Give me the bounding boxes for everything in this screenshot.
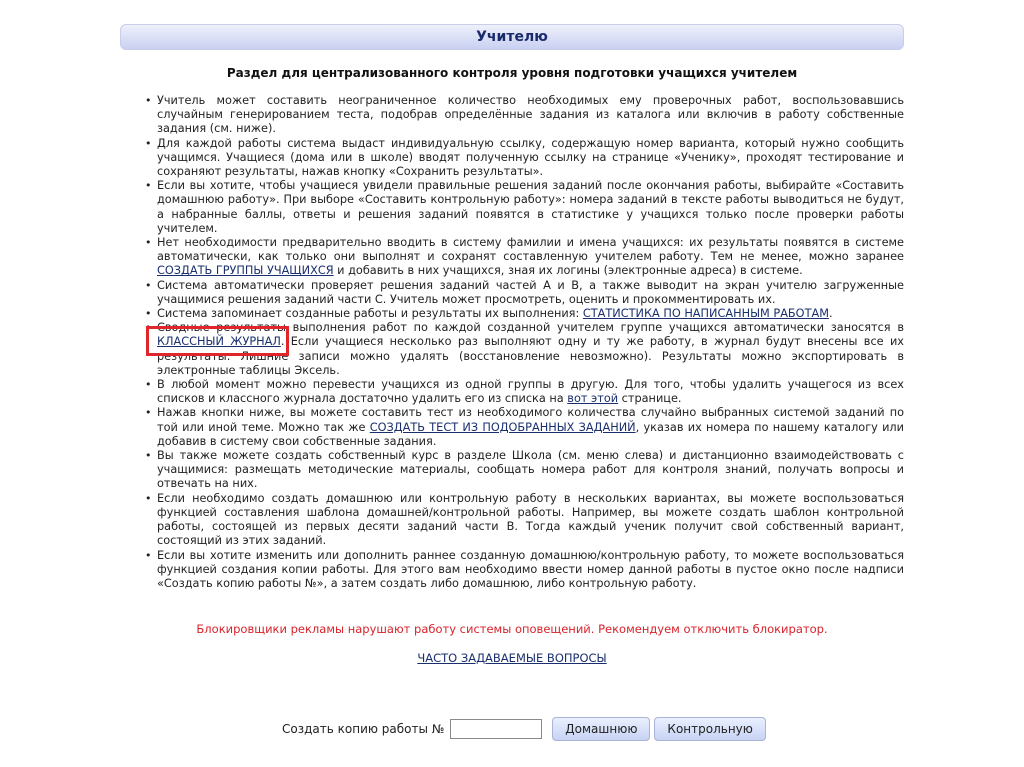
list-item: • В любой момент можно перевести учащихся из одной группы в другую. Для того, чтобы удалить учащегося из всех списков и классного журнала достаточно удалить его из списка на вот этой странице. [143,378,904,406]
page-title: Раздел для централизованного контроля уровня подготовки учащихся учителем [226,66,798,80]
adblock-warning: Блокировщики рекламы нарушают работу системы оповещений. Рекомендуем отключить блокиратор. [196,622,828,636]
list-item: • Сводные результаты выполнения работ по каждой созданной учителем группе учащихся автоматически заносятся в КЛАССНЫЙ ЖУРНАЛ. Если учащиеся несколько раз выполняют одну и ту же работу, в журнал будут внесены все их результаты. Лишние записи можно удалять (восстановление невозможно). Результаты можно экспортировать в электронные таблицы Эксель. [143,321,904,378]
list-item: • Если вы хотите, чтобы учащиеся увидели правильные решения заданий после окончания работы, выбирайте «Составить домашнюю работу». При выборе «Составить контрольную работу»: номера заданий в тексте работы выводиться не будут, а набранные баллы, ответы и решения заданий появятся в статистике у учащихся только после проверки работы учителем. [143,179,904,236]
faq-link[interactable]: ЧАСТО ЗАДАВАЕМЫЕ ВОПРОСЫ [417,651,607,665]
copy-work-form [282,716,766,742]
section-header [120,24,904,50]
list-item: • Если необходимо создать домашнюю или контрольную работу в нескольких вариантах, вы можете воспользоваться функцией составления шаблона домашней/контрольной работы. Например, вы можете создать шаблон контрольной работы, состоящей из первых десяти заданий части B. Тогда каждый ученик получит свой собственный вариант, состоящий из этих заданий. [143,492,904,549]
statistics-link[interactable]: СТАТИСТИКА ПО НАПИСАННЫМ РАБОТАМ [582,307,829,321]
control-work-button[interactable]: Контрольную [654,717,765,741]
work-number-input[interactable] [450,719,542,739]
home-work-button[interactable]: Домашнюю [552,717,650,741]
header-title: Учителю [476,29,548,45]
create-groups-link[interactable]: СОЗДАТЬ ГРУППЫ УЧАЩИХСЯ [157,264,334,278]
list-item: • Система запоминает созданные работы и результаты их выполнения: СТАТИСТИКА ПО НАПИСАННЫМ РАБОТАМ. [143,307,904,321]
list-item: • Система автоматически проверяет решения заданий частей A и B, а также выводит на экран учителю загруженные учащимися решения заданий части C. Учитель может просмотреть, оценить и прокомментировать их. [143,279,904,307]
list-item: • Для каждой работы система выдаст индивидуальную ссылку, содержащую номер варианта, который нужно сообщить учащимся. Учащиеся (дома или в школе) вводят полученную ссылку на странице «Ученику», проходят тестирование и сохраняют результаты, нажав кнопку «Сохранить результаты». [143,137,904,180]
faq-row [0,651,1024,665]
create-test-link[interactable]: СОЗДАТЬ ТЕСТ ИЗ ПОДОБРАННЫХ ЗАДАНИЙ [369,420,636,434]
list-item: • Вы также можете создать собственный курс в разделе Школа (см. меню слева) и дистанционно взаимодействовать с учащимися: размещать методические материалы, сообщать номера работ для контроля знаний, получать вопросы и отвечать на них. [143,449,904,492]
list-item: • Нажав кнопки ниже, вы можете составить тест из необходимого количества случайно выбранных системой заданий по той или иной теме. Можно так же СОЗДАТЬ ТЕСТ ИЗ ПОДОБРАННЫХ ЗАДАНИЙ, указав их номера по нашему каталогу или добавив в систему свои собственные задания. [143,406,904,449]
list-item: • Если вы хотите изменить или дополнить раннее созданную домашнюю/контрольную работу, то можете воспользоваться функцией создания копии работы. Для этого вам необходимо ввести номер данной работы в пустое окно после надписи «Создать копию работы №», а затем создать либо домашнюю, либо контрольную работу. [143,549,904,592]
info-list [143,94,904,591]
list-item: • Учитель может составить неограниченное количество необходимых ему проверочных работ, воспользовавшись случайным генерированием теста, подобрав определённые задания из каталога или включив в работу собственные задания (см. ниже). [143,94,904,137]
class-journal-link[interactable]: КЛАССНЫЙ ЖУРНАЛ [157,335,281,349]
copy-work-label: Создать копию работы № [282,722,445,736]
list-item: • Нет необходимости предварительно вводить в систему фамилии и имена учащихся: их результаты появятся в системе автоматически, как только они выполнят и сохранят составленную учителем работу. Тем не менее, можно заранее СОЗДАТЬ ГРУППЫ УЧАЩИХСЯ и добавить в них учащихся, зная их логины (электронные адреса) в системе. [143,236,904,279]
this-page-link[interactable]: вот этой [567,392,619,406]
